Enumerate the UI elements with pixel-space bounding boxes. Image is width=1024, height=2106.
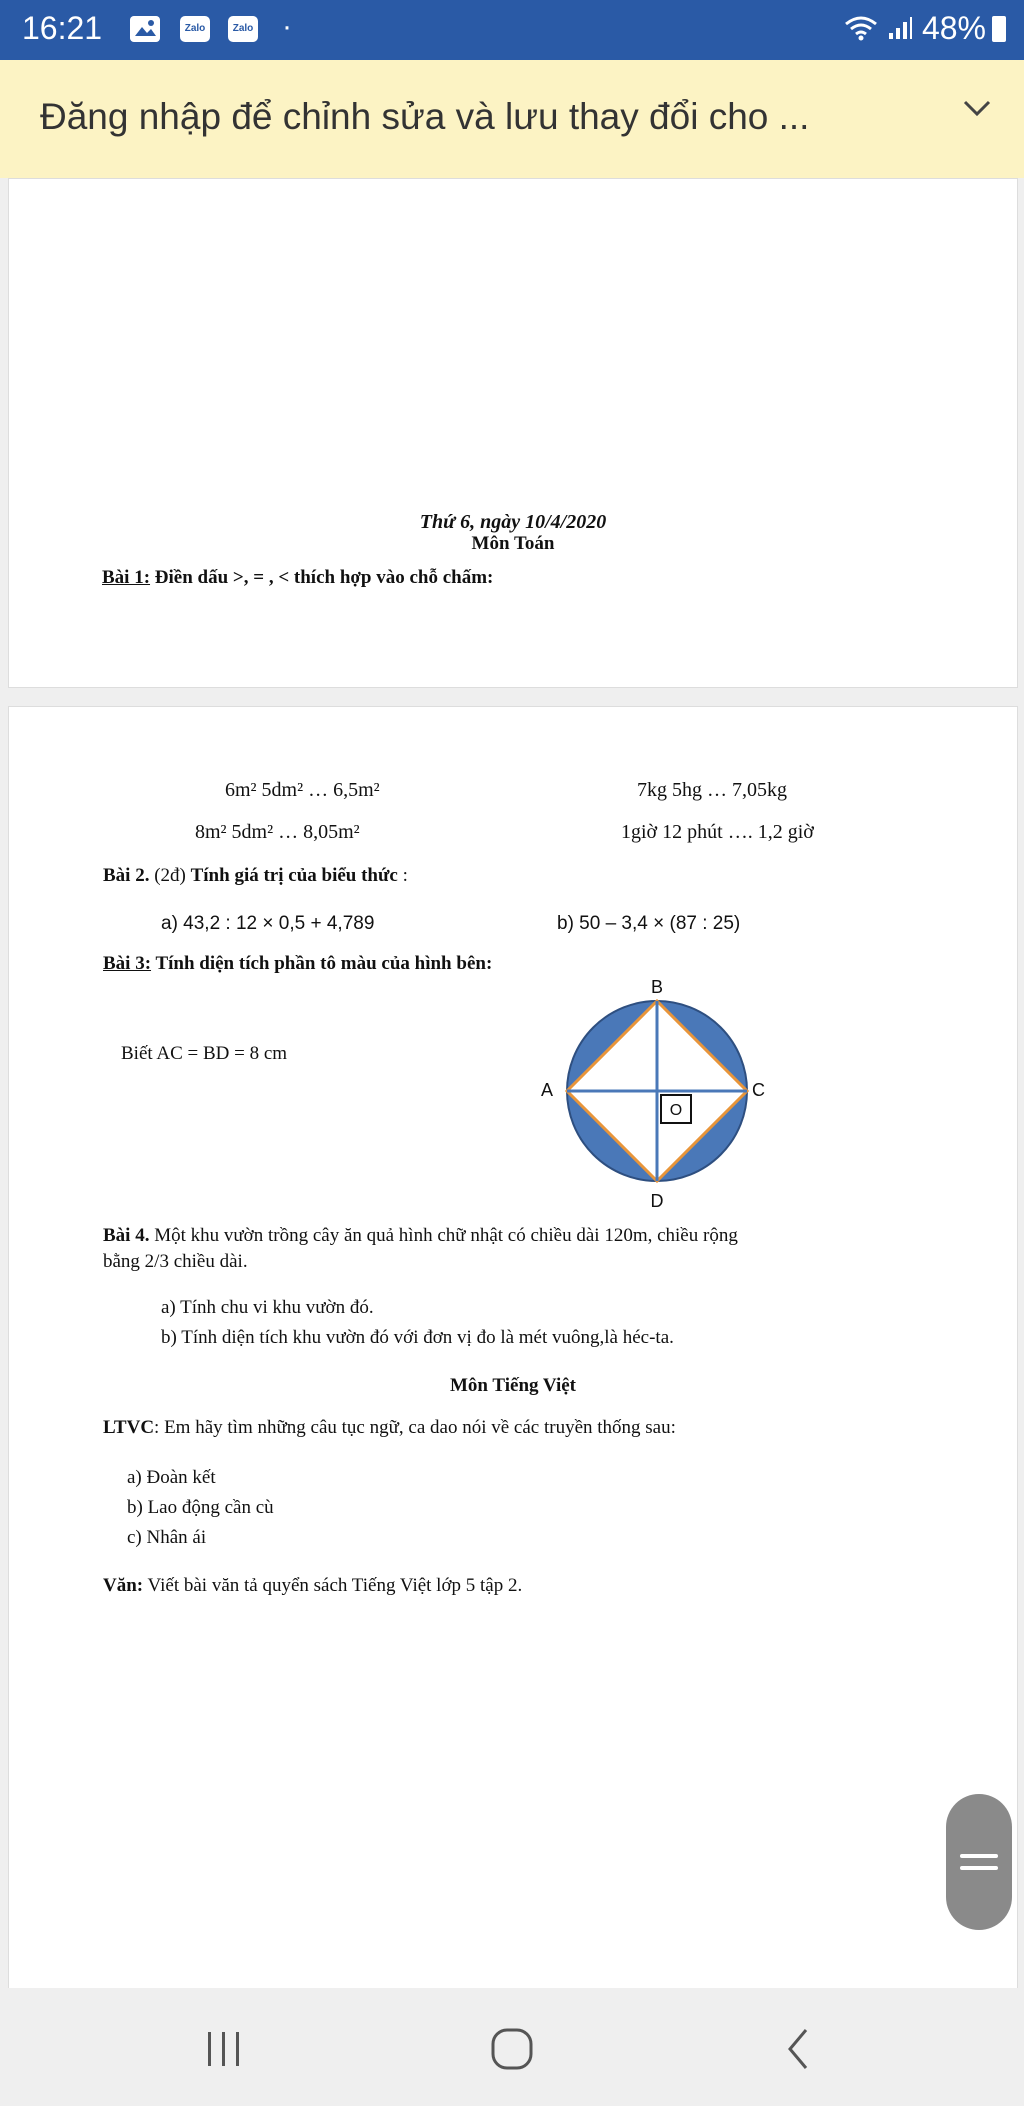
bai4-line2: bằng 2/3 chiều dài. xyxy=(103,1251,248,1272)
bai2-line xyxy=(103,865,408,887)
bai3-line xyxy=(103,953,492,975)
label-o: O xyxy=(669,1102,683,1119)
ltvc-part-c: c) Nhân ái xyxy=(127,1527,207,1548)
bai1-label: Bài 1: xyxy=(102,567,151,588)
bai2-part-a: a) 43,2 : 12 × 0,5 + 4,789 xyxy=(161,913,375,934)
bai3-text: Tính diện tích phần tô màu của hình bên: xyxy=(151,953,493,974)
comparison-1: 6m² 5dm² … 6,5m² xyxy=(225,779,380,801)
bai4-text: Một khu vườn trồng cây ăn quả hình chữ nhật có chiều dài 120m, chiều rộng xyxy=(149,1225,738,1246)
bai1-text: Điền dấu >, = , < thích hợp vào chỗ chấm: xyxy=(150,567,494,588)
subject-vietnamese-heading: Môn Tiếng Việt xyxy=(450,1375,576,1396)
bai1-line xyxy=(102,567,493,589)
gallery-icon xyxy=(130,16,160,42)
chevron-down-icon[interactable] xyxy=(960,88,994,138)
bai4-part-b: b) Tính diện tích khu vườn đó với đơn vị đo là mét vuông,là héc-ta. xyxy=(161,1327,674,1348)
android-navigation-bar xyxy=(0,1988,1024,2106)
more-notifications-icon: · xyxy=(282,10,292,43)
label-d: D xyxy=(650,1191,664,1211)
van-label: Văn: xyxy=(103,1575,144,1596)
recent-apps-icon xyxy=(194,2024,254,2074)
bai2-label: Bài 2. xyxy=(103,865,150,886)
fast-scroll-handle[interactable] xyxy=(946,1794,1012,1930)
bai3-label: Bài 3: xyxy=(103,953,152,974)
label-b: B xyxy=(650,977,664,997)
comparison-2: 7kg 5hg … 7,05kg xyxy=(637,779,787,801)
document-page-1 xyxy=(8,178,1018,688)
bai2-colon: : xyxy=(397,865,408,886)
bai4-part-a: a) Tính chu vi khu vườn đó. xyxy=(161,1297,374,1318)
bai4-line1 xyxy=(103,1225,738,1247)
handle-grip-line xyxy=(960,1866,998,1870)
document-page-2 xyxy=(8,706,1018,1990)
signal-icon xyxy=(887,15,913,41)
battery-icon xyxy=(992,16,1006,42)
label-a: A xyxy=(540,1080,554,1100)
recent-apps-button[interactable] xyxy=(194,2024,254,2074)
wifi-icon xyxy=(844,15,878,41)
banner-text: Đăng nhập để chỉnh sửa và lưu thay đổi cho ... xyxy=(40,96,810,137)
ltvc-part-b: b) Lao động cần cù xyxy=(127,1497,274,1518)
comparison-4: 1giờ 12 phút …. 1,2 giờ xyxy=(621,821,814,843)
subject-math-heading: Môn Toán xyxy=(471,533,555,554)
back-icon xyxy=(770,2024,830,2074)
battery-percent: 48% xyxy=(921,10,986,46)
back-button[interactable] xyxy=(770,2024,830,2074)
document-date: Thứ 6, ngày 10/4/2020 xyxy=(419,511,607,533)
label-c: C xyxy=(752,1080,765,1100)
bai3-given: Biết AC = BD = 8 cm xyxy=(121,1043,288,1064)
bai4-label: Bài 4. xyxy=(103,1225,150,1246)
ltvc-line xyxy=(103,1417,676,1439)
bai2-points: (2đ) xyxy=(149,865,191,886)
login-banner[interactable] xyxy=(0,60,1024,178)
van-line xyxy=(103,1575,522,1597)
clock: 16:21 xyxy=(22,10,103,46)
status-bar xyxy=(0,0,1024,60)
van-text: Viết bài văn tả quyển sách Tiếng Việt lớp 5 tập 2. xyxy=(143,1575,523,1596)
circle-diamond-figure xyxy=(529,971,769,1211)
bai2-part-b: b) 50 – 3,4 × (87 : 25) xyxy=(557,913,741,934)
ltvc-label: LTVC xyxy=(103,1417,155,1438)
bai2-text: Tính giá trị của biểu thức xyxy=(190,865,398,886)
zalo-icon: Zalo xyxy=(228,16,258,42)
comparison-3: 8m² 5dm² … 8,05m² xyxy=(195,821,360,843)
ltvc-text: : Em hãy tìm những câu tục ngữ, ca dao nói về các truyền thống sau: xyxy=(154,1417,676,1438)
status-right xyxy=(844,10,1006,47)
home-icon xyxy=(482,2024,542,2074)
home-button[interactable] xyxy=(482,2024,542,2074)
handle-grip-line xyxy=(960,1854,998,1858)
zalo-icon: Zalo xyxy=(180,16,210,42)
ltvc-part-a: a) Đoàn kết xyxy=(127,1467,216,1488)
